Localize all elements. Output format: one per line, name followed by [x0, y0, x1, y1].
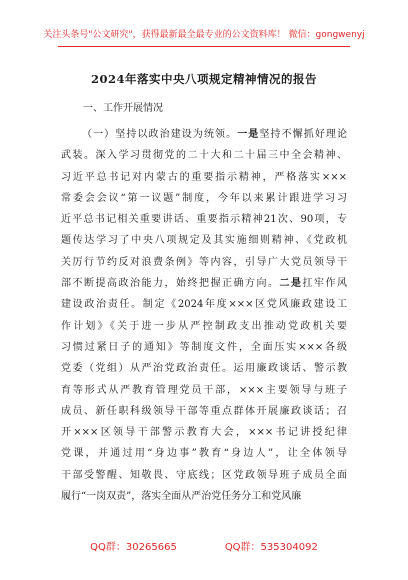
body-text-segment: 近平总书记相关重要讲话、重要指示精神21次、90项，专 [61, 214, 347, 226]
body-line [61, 145, 347, 166]
body-line [61, 401, 347, 422]
body-line [61, 443, 347, 464]
body-text-segment: 成员、新任职科级领导干部等重点群体开展廉政谈话；召 [61, 405, 347, 417]
body-line [61, 358, 347, 379]
footer-qq-group-2: QQ群：535304092 [224, 542, 318, 553]
body-line [61, 316, 347, 337]
body-line [61, 167, 347, 188]
body-text-segment: 干部受警醒、知敬畏、守底线；区党政领导班子成员全面 [61, 469, 347, 481]
body-text-segment: 习近平总书记对内蒙古的重要指示精神，严格落实××× [61, 171, 347, 183]
body-text-segment: 党委（党组）从严治党政治责任。运用廉政谈话、警示教 [61, 363, 347, 375]
body-line [61, 465, 347, 486]
body-line [61, 422, 347, 443]
body-text-segment: 坚持不懈抓好理论 [259, 129, 347, 140]
body-text-segment: 建设政治责任。制定《2024年度×××区党风廉政建设工 [61, 299, 347, 311]
body-line [61, 337, 347, 358]
footer-qq-group-1: QQ群：30265665 [90, 542, 177, 553]
body-text-segment: 扛牢作风 [302, 278, 347, 290]
body-text-segment: 关厉行节约反对浪费条例》等内容，引导广大党员领导干 [61, 256, 347, 268]
body-text-segment: 习惯过紧日子的通知》等制度文件，全面压实×××各级 [61, 341, 347, 353]
header-banner: 关注头条号"公文研究"，获得最新最全最专业的公文资料库！ 微信：gongwenyj [43, 30, 365, 40]
body-line [61, 124, 347, 145]
body-line [61, 252, 347, 273]
body-line [61, 486, 347, 507]
body-text-segment: （一）坚持以政治建设为统领。 [82, 129, 238, 140]
body-line [61, 380, 347, 401]
body-paragraph [61, 124, 347, 507]
header-divider [58, 46, 350, 47]
body-text-segment: 武装。深入学习贯彻党的二十大和二十届三中全会精神、 [61, 150, 347, 162]
body-line [61, 209, 347, 230]
footer-contacts [0, 538, 408, 553]
document-title: 2024年落实中央八项规定精神情况的报告 [90, 72, 317, 86]
body-line [61, 230, 347, 251]
section-heading: 一、工作开展情况 [83, 103, 163, 114]
body-text-segment: 题传达学习了中央八项规定及其实施细则精神、《党政机 [61, 235, 347, 247]
body-text-segment: 履行“一岗双责”，落实全面从严治党任务分工和党风廉 [61, 491, 302, 503]
body-text-segment: 开×××区领导干部警示教育大会，×××书记讲授纪律 [61, 427, 347, 439]
ordinal-marker: 二是 [279, 278, 303, 290]
body-line [61, 294, 347, 315]
body-line [61, 188, 347, 209]
body-text-segment: 部不断提高政治能力，始终把握正确方向。 [61, 278, 280, 290]
body-text-segment: 常委会会议“第一议题”制度，今年以来累计跟进学习习 [61, 192, 347, 204]
body-text-segment: 党课，并通过用“身边事”教育“身边人”，让全体领导 [61, 448, 347, 460]
body-text-segment: 育等形式从严教育管理党员干部，×××主要领导与班子 [61, 384, 347, 396]
body-line [61, 273, 347, 294]
body-text-segment: 作计划》《关于进一步从严控制政支出推动党政机关要 [61, 320, 347, 332]
ordinal-marker: 一是 [237, 129, 260, 140]
